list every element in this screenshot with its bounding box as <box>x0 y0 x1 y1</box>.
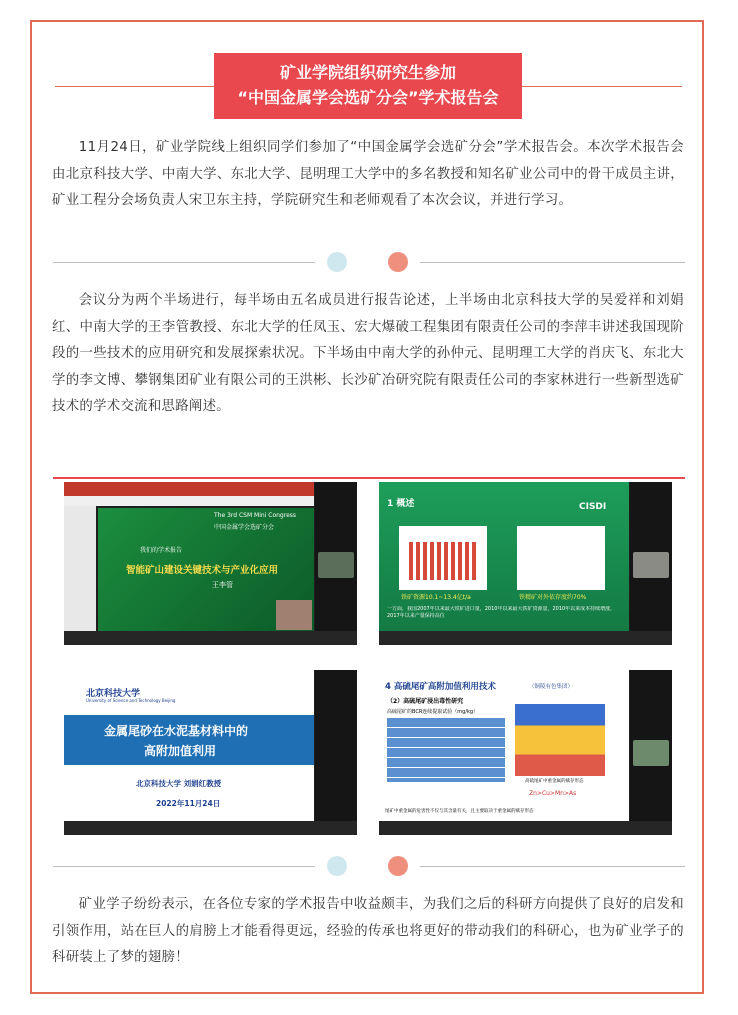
decor-dot-red-2 <box>388 856 408 876</box>
article-title <box>214 53 522 119</box>
slide-conference-name: The 3rd CSM Mini Congress <box>214 512 297 519</box>
table-title: 高硫尾矿的BCR连续提取试验（mg/kg） <box>387 709 479 715</box>
slide-subheading: （2）高硫尾矿浸出毒性研究 <box>387 698 464 705</box>
slide-title: 智能矿山建设关键技术与产业化应用 <box>126 565 279 576</box>
title-rule-right <box>522 86 682 87</box>
meeting-screenshot-4 <box>379 670 672 835</box>
meeting-toolbar <box>379 821 672 835</box>
paragraph-intro: 11月24日，矿业学院线上组织同学们参加了“中国金属学会选矿分会”学术报告会。本次学术报告会由北京科技大学、中南大学、东北大学、昆明理工大学中的多名教授和知名矿业公司中的骨干成员主讲，矿业工程分会场负责人宋卫东主持，学院研究生和老师观看了本次会议，并进行学习。 <box>52 140 684 208</box>
decor-dot-blue-1 <box>327 252 347 272</box>
divider-right-2 <box>420 866 685 867</box>
chart-caption-left: 铁矿资源10.1~13.4亿t/a <box>401 594 471 601</box>
speaker-video <box>633 740 669 766</box>
meeting-toolbar <box>64 821 357 835</box>
chart-title: 高硫尾矿中重金属的赋存形态 <box>525 779 584 784</box>
metal-sequence: Zn>Cu>Mn>As <box>529 790 577 797</box>
slide-company: （铜陵有色集团） <box>529 684 574 690</box>
meeting-toolbar <box>379 631 672 645</box>
title-line-1: 矿业学院组织研究生参加 <box>279 63 456 82</box>
speaker-video <box>633 552 669 578</box>
slide-heading: 4 高硫尾矿高附加值利用技术 <box>385 682 496 692</box>
slide-logo: CISDI <box>579 502 607 512</box>
decor-dot-blue-2 <box>327 856 347 876</box>
paragraph-conclusion: 矿业学子纷纷表示，在各位专家的学术报告中收益颇丰，为我们之后的科研方向提供了良好的启发和引领作用，站在巨人的肩膀上才能看得更远，经验的传承也将更好的带动我们的科研心，也为矿业学子的科研装上了梦的翅膀！ <box>52 897 684 965</box>
slide-date: 2022年11月24日 <box>156 799 221 808</box>
paragraph-agenda: 会议分为两个半场进行，每半场由五名成员进行报告论述，上半场由北京科技大学的吴爱祥和刘娟红、中南大学的王李管教授、东北大学的任凤玉、宏大爆破工程集团有限责任公司的李萍丰讲述我国现阶段的一些技术的应用研究和发展探索状况。下半场由中南大学的孙仲元、昆明理工大学的肖庆飞、东北大学的李文博、攀钢集团矿业有限公司的王洪彬、长沙矿冶研究院有限责任公司的李家林进行一些新型选矿技术的学术交流和思路阐述。 <box>52 293 684 414</box>
meeting-screenshot-3 <box>64 670 357 835</box>
meeting-screenshot-2 <box>379 482 672 645</box>
participant-panel <box>315 670 357 835</box>
meeting-toolbar <box>64 631 357 645</box>
divider-right-1 <box>420 262 685 263</box>
slide-speaker: 北京科技大学 刘娟红教授 <box>136 779 222 788</box>
divider-left-1 <box>53 262 315 263</box>
photos-top-rule <box>53 477 685 479</box>
slide-society-name: 中国金属学会选矿分会 <box>214 524 275 531</box>
meeting-screenshot-1 <box>64 482 357 645</box>
title-rule-left <box>55 86 214 87</box>
slide-title-line-1: 金属尾砂在水泥基材料中的 <box>104 724 249 738</box>
university-name: 北京科技大学 <box>86 689 141 699</box>
divider-left-2 <box>53 866 315 867</box>
decor-dot-red-1 <box>388 252 408 272</box>
slide-speaker: 王李管 <box>212 581 233 589</box>
slide-footer: 尾矿中重金属的危害性不仅与其含量有关，且主要取决于重金属的赋存形态 <box>385 809 534 814</box>
slide-heading: 1 概述 <box>387 499 415 509</box>
title-line-2: “中国金属学会选矿分会”学术报告会 <box>237 88 499 107</box>
slide-section: 我们的学术报告 <box>140 547 183 554</box>
slide-note: 一方面，我国2007年以来最大铁矿进口量，2010年以来最大铁矿资源量，2010年以来成本持续增涨，2017年以来产量保持高位 <box>387 606 616 619</box>
chart-caption-right: 铁精矿对外依存度约70% <box>519 594 587 601</box>
university-name-en: University of Science and Technology Beijing <box>86 698 176 703</box>
speaker-video <box>318 552 354 578</box>
slide-title-line-2: 高附加值利用 <box>144 744 217 758</box>
